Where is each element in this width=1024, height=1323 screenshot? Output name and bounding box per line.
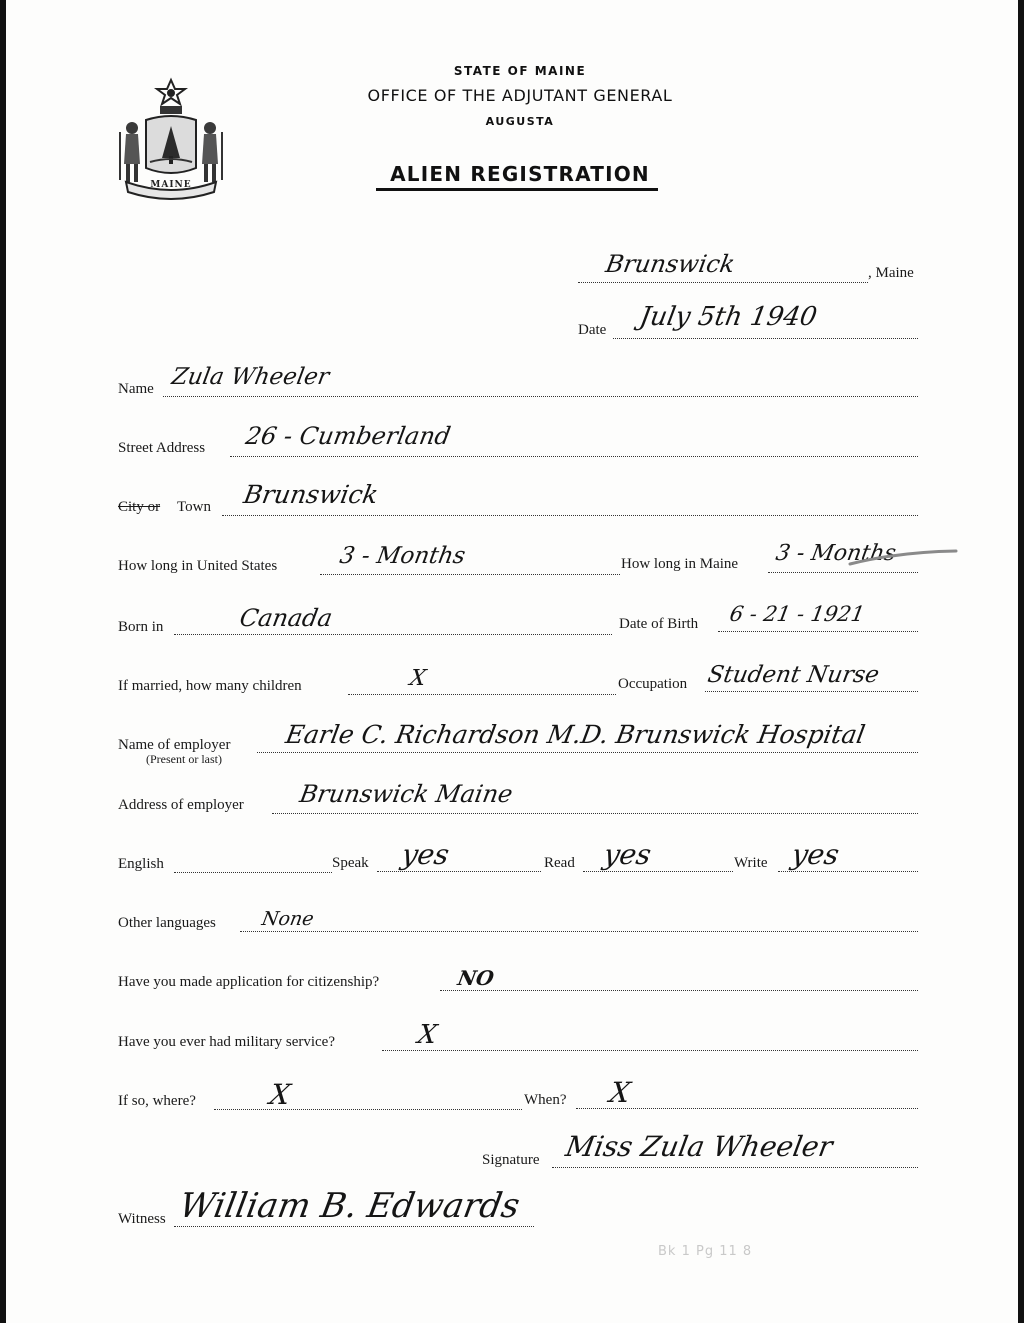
employer-address-line — [272, 813, 918, 814]
header-state: STATE OF MAINE — [453, 64, 587, 78]
citizenship-line — [440, 990, 918, 991]
employer-address-label: Address of employer — [118, 797, 244, 813]
born-in-line — [174, 634, 612, 635]
military-line — [382, 1050, 918, 1051]
other-languages-label: Other languages — [118, 915, 216, 931]
witness-value: William B. Edwards — [176, 1186, 523, 1226]
date-label: Date — [578, 322, 607, 338]
header-city: AUGUSTA — [485, 115, 555, 128]
signature-line — [552, 1167, 918, 1168]
us-duration-line — [320, 574, 620, 575]
where-line — [214, 1109, 522, 1110]
town-line — [222, 515, 918, 516]
seal-banner-text: MAINE — [150, 180, 192, 190]
write-line — [778, 871, 918, 872]
signature-value: Miss Zula Wheeler — [563, 1130, 836, 1163]
town-label: Town — [177, 499, 211, 515]
town-value: Brunswick — [241, 480, 381, 509]
witness-line — [174, 1226, 534, 1227]
read-label: Read — [544, 855, 575, 871]
employer-line — [257, 752, 918, 753]
born-in-value: Canada — [237, 604, 335, 632]
occupation-label: Occupation — [618, 676, 688, 692]
header-office: OFFICE OF THE ADJUTANT GENERAL — [367, 86, 673, 105]
location-line — [578, 282, 868, 283]
read-line — [583, 871, 733, 872]
page-title: ALIEN REGISTRATION — [390, 162, 650, 186]
date-value: July 5th 1940 — [637, 302, 820, 332]
write-label: Write — [734, 855, 768, 871]
citizenship-label: Have you made application for citizenship? — [118, 974, 380, 990]
employer-value: Earle C. Richardson M.D. Brunswick Hospital — [283, 720, 868, 749]
street-value: 26 - Cumberland — [243, 422, 453, 450]
military-value: X — [415, 1020, 440, 1050]
faint-stamp: Bk 1 Pg 11 8 — [658, 1244, 753, 1259]
other-languages-line — [240, 931, 918, 932]
speak-line — [377, 871, 541, 872]
street-label: Street Address — [118, 440, 206, 456]
military-label: Have you ever had military service? — [118, 1034, 335, 1050]
when-value: X — [607, 1076, 633, 1109]
scan-border-left — [0, 0, 6, 1323]
title-underline — [376, 188, 658, 191]
scan-border-right — [1018, 0, 1024, 1323]
maine-duration-label: How long in Maine — [621, 556, 739, 572]
occupation-line — [705, 691, 918, 692]
dob-value: 6 - 21 - 1921 — [727, 602, 867, 626]
citizenship-value: NO — [455, 966, 496, 990]
dob-label: Date of Birth — [619, 616, 699, 632]
speak-value: yes — [399, 838, 452, 871]
location-value: Brunswick — [603, 250, 738, 278]
date-line — [613, 338, 918, 339]
when-label: When? — [524, 1092, 567, 1108]
english-label: English — [118, 856, 164, 872]
employer-address-value: Brunswick Maine — [297, 780, 515, 808]
name-value: Zula Wheeler — [169, 364, 332, 390]
name-label: Name — [118, 381, 154, 397]
witness-label: Witness — [118, 1211, 166, 1227]
us-duration-value: 3 - Months — [337, 543, 468, 569]
dob-line — [718, 631, 918, 632]
english-line — [174, 872, 332, 873]
where-value: X — [267, 1078, 293, 1111]
signature-label: Signature — [482, 1152, 540, 1168]
children-label: If married, how many children — [118, 678, 302, 694]
employer-sublabel: (Present or last) — [146, 752, 222, 766]
name-line — [163, 396, 918, 397]
city-label-struck: City or — [118, 499, 161, 515]
occupation-value: Student Nurse — [705, 662, 882, 688]
children-value: X — [407, 666, 428, 691]
employer-label: Name of employer — [118, 737, 231, 753]
when-line — [576, 1108, 918, 1109]
maine-duration-value: 3 - Months — [773, 541, 898, 566]
born-in-label: Born in — [118, 619, 164, 635]
speak-label: Speak — [332, 855, 369, 871]
pencil-stroke-mark — [848, 548, 960, 568]
where-label: If so, where? — [118, 1093, 196, 1109]
other-languages-value: None — [260, 908, 316, 930]
write-value: yes — [789, 838, 842, 871]
read-value: yes — [601, 838, 654, 871]
maine-duration-line — [768, 572, 918, 573]
us-duration-label: How long in United States — [118, 558, 278, 574]
street-line — [230, 456, 918, 457]
children-line — [348, 694, 616, 695]
location-suffix: , Maine — [868, 265, 914, 281]
